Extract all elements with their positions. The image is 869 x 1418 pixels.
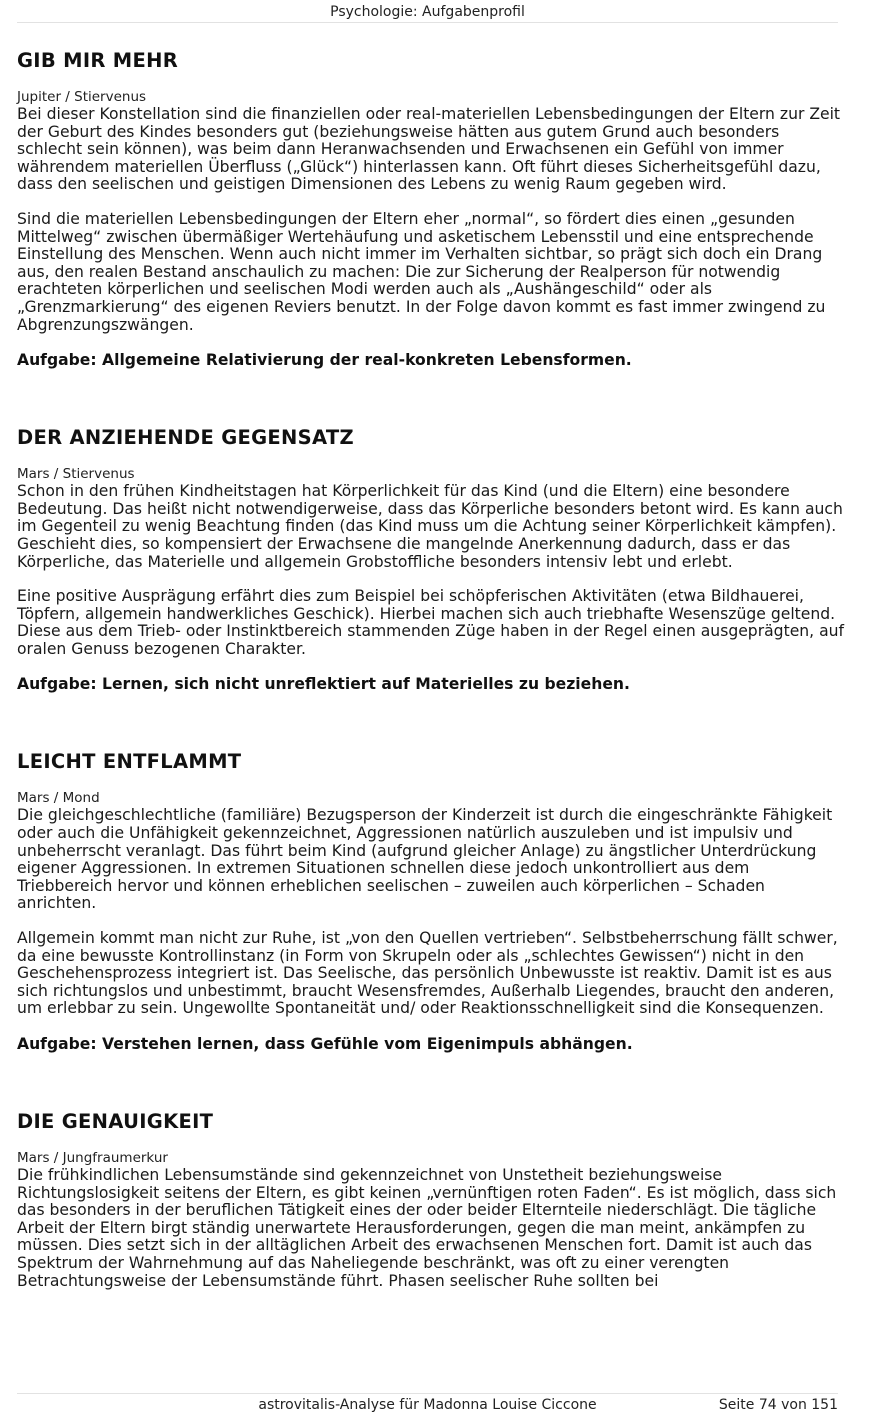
section-paragraph: Schon in den frühen Kindheitstagen hat Körperlichkeit für das Kind (und die Eltern) eine besondere Bedeutung. Das heißt nicht notwendigerweise, dass das Körperliche besonders betont wird. Es kann auch im Gegenteil zu wenig Beachtung finden (das Kind muss um die Achtung seiner Körperlichkeit kämpfen). Geschieht dies, so kompensiert der Erwachsene die mangelnde Anerkennung dadurch, dass er das Körperliche, das Materielle und allgemein Grobstoffliche besonders intensiv lebt und erlebt. — [17, 482, 843, 571]
section-gib-mir-mehr — [17, 48, 845, 369]
section-paragraph: Allgemein kommt man nicht zur Ruhe, ist „von den Quellen vertrieben“. Selbstbeherrschung fällt schwer, da eine bewusste Kontrollinstanz (in Form von Skrupeln oder als „schlechtes Gewissen“) nicht in den Geschehensprozess integriert ist. Das Seelische, das persönlich Unbewusste ist reaktiv. Damit ist es aus sich richtungslos und unbestimmt, braucht Wesensfremdes, Außerhalb Liegendes, braucht den anderen, um erlebbar zu sein. Ungewollte Spontaneität und/ oder Reaktionsschnelligkeit sind die Konsequenzen. — [17, 929, 838, 1018]
header-title: Psychologie: Aufgabenprofil — [330, 4, 525, 20]
section-task: Aufgabe: Allgemeine Relativierung der real-konkreten Lebensformen. — [17, 351, 632, 370]
section-task: Aufgabe: Verstehen lernen, dass Gefühle vom Eigenimpuls abhängen. — [17, 1035, 633, 1053]
page-footer — [17, 1393, 838, 1418]
page-number: Seite 74 von 151 — [718, 1397, 838, 1413]
section-die-genauigkeit — [17, 1109, 845, 1290]
footer-report-title: astrovitalis-Analyse für Madonna Louise Ciccone — [258, 1397, 597, 1413]
section-paragraph: Eine positive Ausprägung erfährt dies zum Beispiel bei schöpferischen Aktivitäten (etwa Bildhauerei, Töpfern, allgemein handwerkliches Geschick). Hierbei machen sich auch triebhafte Wesenszüge geltend. Diese aus dem Trieb- oder Instinktbereich stammenden Züge haben in der Regel einen ausgeprägten, auf oralen Genuss bezogenen Charakter. — [17, 587, 845, 658]
section-title: LEICHT ENTFLAMMT — [17, 750, 242, 774]
page-content — [17, 48, 845, 1307]
section-leicht-entflammt — [17, 749, 845, 1053]
section-paragraph: Sind die materiellen Lebensbedingungen der Eltern eher „normal“, so fördert dies einen „gesunden Mittelweg“ zwischen übermäßiger Wertehäufung und asketischem Lebensstil und eine entsprechende Einstellung des Menschen. Wenn auch nicht immer im Verhalten sichtbar, so prägt sich doch ein Drang aus, den realen Bestand anschaulich zu machen: Die zur Sicherung der Realperson für notwendig erachteten körperlichen und seelischen Modi werden auch als „Aushängeschild“ oder als „Grenzmarkierung“ des eigenen Reviers benutzt. In der Folge davon kommt es fast immer zwingend zu Abgrenzungszwängen. — [17, 209, 826, 334]
section-task: Aufgabe: Lernen, sich nicht unreflektiert auf Materielles zu beziehen. — [17, 675, 630, 694]
section-title: DER ANZIEHENDE GEGENSATZ — [17, 426, 354, 450]
section-title: GIB MIR MEHR — [17, 49, 179, 72]
section-paragraph: Die gleichgeschlechtliche (familiäre) Bezugsperson der Kinderzeit ist durch die eingeschränkte Fähigkeit oder auch die Unfähigkeit gekennzeichnet, Aggressionen natürlich auszuleben und ist impulsiv und unbeherrscht veranlagt. Das führt beim Kind (aufgrund gleicher Anlage) zu ängstlicher Unterdrückung eigener Aggressionen. In extremen Situationen schnellen diese jedoch unkontrolliert aus dem Triebbereich hervor und können erheblichen seelischen – zuweilen auch körperlichen – Schaden anrichten. — [17, 806, 833, 913]
section-subtitle: Mars / Jungfraumerkur — [17, 1150, 168, 1166]
page-header — [17, 0, 838, 23]
section-paragraph: Die frühkindlichen Lebensumstände sind gekennzeichnet von Unstetheit beziehungsweise Richtungslosigkeit seitens der Eltern, es gibt keinen „vernünftigen roten Faden“. Es ist möglich, dass sich das besonders in der beruflichen Tätigkeit eines der oder beider Elternteile niederschlägt. Die tägliche Arbeit der Eltern birgt ständig unerwartete Herausforderungen, gegen die man meint, ankämpfen zu müssen. Dies setzt sich in der alltäglichen Arbeit des erwachsenen Menschen fort. Damit ist auch das Spektrum der Wahrnehmung auf das Naheliegende beschränkt, was oft zu einer verengten Betrachtungsweise der Lebensumstände führt. Phasen seelischer Ruhe sollten bei — [17, 1166, 837, 1290]
section-der-anziehende-gegensatz — [17, 425, 845, 693]
section-subtitle: Mars / Mond — [17, 790, 100, 807]
section-subtitle: Mars / Stiervenus — [17, 466, 135, 483]
section-paragraph: Bei dieser Konstellation sind die finanziellen oder real-materiellen Lebensbedingungen der Eltern zur Zeit der Geburt des Kindes besonders gut (beziehungsweise hätten aus gutem Grund auch besonders schlecht sein können), was beim dann Heranwachsenden und Erwachsenen ein Gefühl von immer währendem materiellen Überfluss („Glück“) hinterlassen kann. Oft führt dieses Sicherheitsgefühl dazu, dass den seelischen und geistigen Dimensionen des Lebens zu wenig Raum gegeben wird. — [17, 105, 841, 194]
section-subtitle: Jupiter / Stiervenus — [17, 89, 147, 105]
section-title: DIE GENAUIGKEIT — [17, 1110, 214, 1133]
